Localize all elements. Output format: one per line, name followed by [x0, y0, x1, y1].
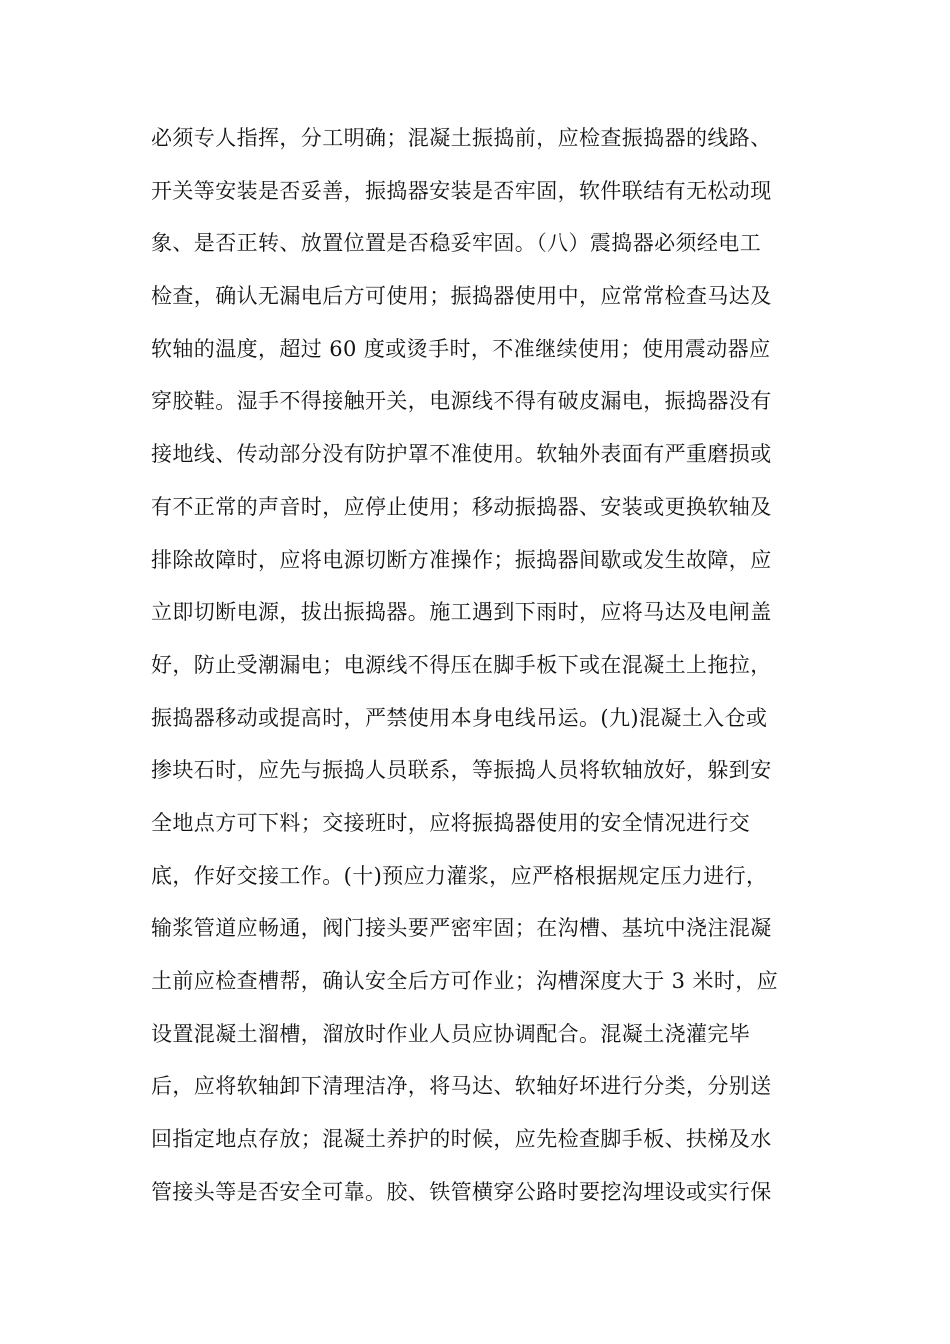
text-line: 象、是否正转、放置位置是否稳妥牢固。（八）震捣器必须经电工 — [151, 231, 762, 256]
text-line: 底，作好交接工作。(十)预应力灌浆，应严格根据规定压力进行， — [151, 863, 768, 888]
text-line: 回指定地点存放；混凝土养护的时候，应先检查脚手板、扶梯及水 — [151, 1127, 772, 1152]
text-line: 检查，确认无漏电后方可使用；振捣器使用中，应常常检查马达及 — [151, 284, 772, 309]
text-line: 有不正常的声音时，应停止使用；移动振捣器、安装或更换软轴及 — [151, 494, 772, 519]
text-line: 后，应将软轴卸下清理洁净，将马达、软轴好坏进行分类，分别送 — [151, 1074, 772, 1099]
text-line: 立即切断电源，拔出振捣器。施工遇到下雨时，应将马达及电闸盖 — [151, 600, 772, 625]
text-line: 穿胶鞋。湿手不得接触开关，电源线不得有破皮漏电，振捣器没有 — [151, 389, 772, 414]
text-line: 必须专人指挥，分工明确；混凝土振捣前，应检查振捣器的线路、 — [151, 126, 772, 150]
text-line: 软轴的温度，超过 60 度或烫手时，不准继续使用；使用震动器应 — [151, 336, 771, 361]
text-line: 振捣器移动或提高时，严禁使用本身电线吊运。(九)混凝土入仓或 — [151, 705, 768, 730]
text-line: 好，防止受潮漏电；电源线不得压在脚手板下或在混凝土上拖拉， — [151, 652, 772, 677]
text-line: 输浆管道应畅通，阀门接头要严密牢固；在沟槽、基坑中浇注混凝 — [151, 916, 772, 941]
text-line: 全地点方可下料；交接班时，应将振捣器使用的安全情况进行交 — [151, 810, 751, 835]
text-line: 管接头等是否安全可靠。胶、铁管横穿公路时要挖沟埋设或实行保 — [151, 1179, 772, 1204]
text-line: 掺块石时，应先与振捣人员联系，等振捣人员将软轴放好，躲到安 — [151, 758, 772, 783]
text-line: 土前应检查槽帮，确认安全后方可作业；沟槽深度大于 3 米时，应 — [151, 969, 779, 993]
text-line: 排除故障时，应将电源切断方准操作；振捣器间歇或发生故障，应 — [151, 547, 772, 572]
text-line: 开关等安装是否妥善，振捣器安装是否牢固，软件联结有无松动现 — [151, 178, 772, 203]
text-line: 接地线、传动部分没有防护罩不准使用。软轴外表面有严重磨损或 — [151, 442, 772, 467]
text-line: 设置混凝土溜槽，溜放时作业人员应协调配合。混凝土浇灌完毕 — [151, 1021, 751, 1046]
body-paragraph — [151, 120, 811, 1226]
